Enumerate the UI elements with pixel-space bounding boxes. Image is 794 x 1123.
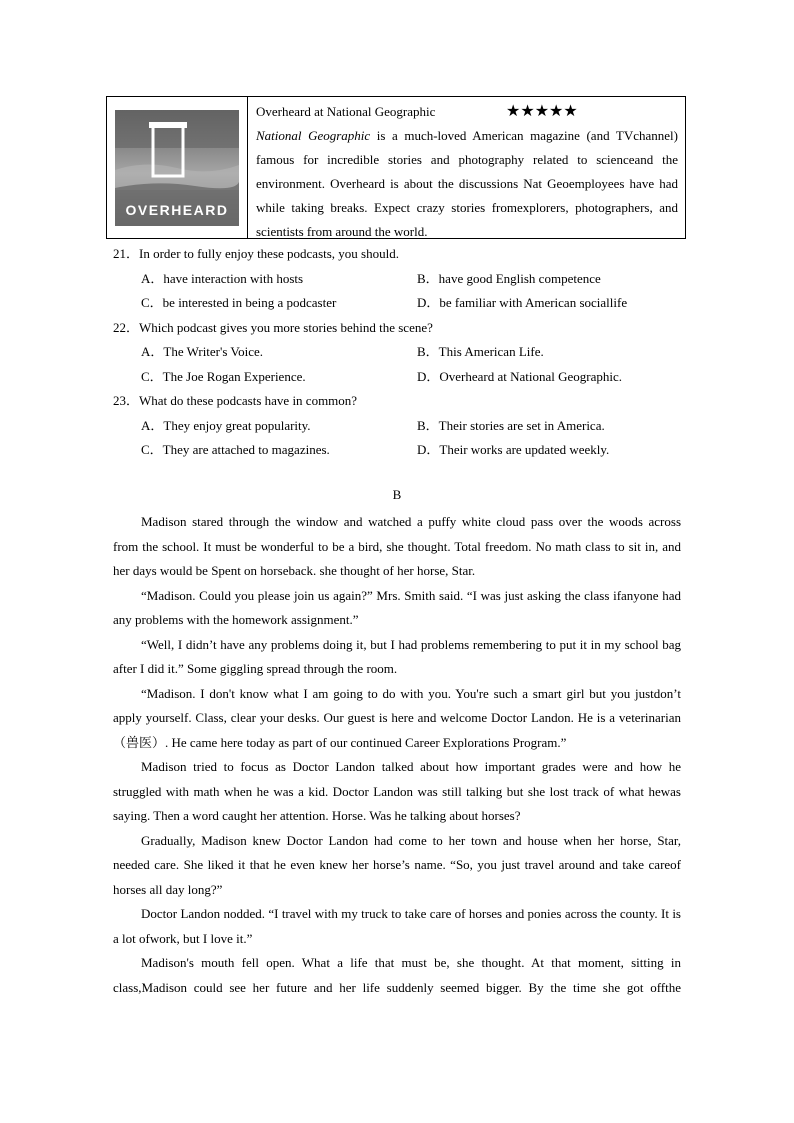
question-list: [113, 242, 693, 463]
option-a[interactable]: A．They enjoy great popularity.: [141, 417, 311, 433]
section-heading: B: [392, 487, 402, 502]
passage-paragraph: “Well, I didn’t have any problems doing it, but I had problems remembering to put it in my school bag after I did it.” Some giggling spread through the room.: [113, 636, 681, 676]
podcast-description: [256, 124, 678, 244]
options-row: [113, 291, 693, 316]
options-row: [113, 438, 693, 463]
passage-paragraph: Doctor Landon nodded. “I travel with my truck to take care of horses and ponies across the county. It is a lot ofwork, but I love it.”: [113, 906, 681, 946]
overheard-logo-image: [115, 110, 239, 226]
options-row: [113, 340, 693, 365]
question-number: 21．: [113, 246, 140, 261]
passage-paragraph: Gradually, Madison knew Doctor Landon had come to her town and house when her horse, Star, needed care. She liked it that he even knew her horse’s name. “So, you just travel around and take careof horses all day long?”: [113, 832, 681, 897]
option-d[interactable]: D．be familiar with American sociallife: [417, 295, 628, 310]
question-text: What do these podcasts have in common?: [139, 393, 358, 408]
podcast-image-cell: [107, 97, 248, 238]
option-c[interactable]: C．They are attached to magazines.: [141, 442, 330, 457]
question-text: Which podcast gives you more stories behind the scene?: [139, 319, 433, 335]
passage-paragraph: “Madison. Could you please join us again?” Mrs. Smith said. “I was just asking the class ifanyone had any problems with the homework assignment.”: [113, 587, 681, 627]
passage-paragraph: Madison tried to focus as Doctor Landon talked about how important grades were and how he struggled with math when he was a kid. Doctor Landon was still talking but she lost track of what hewas saying. Then a word caught her attention. Horse. Was he talking about horses?: [113, 759, 681, 823]
option-b[interactable]: B．This American Life.: [417, 344, 544, 359]
description-text: is a much-loved American magazine (and TVchannel) famous for incredible stories and photography related to scienceand the environment. Overheard is about the discussions Nat Geoemployees have had while taking breaks. Expect crazy stories fromexplorers, photographers, and scientists from around the world.: [256, 128, 678, 239]
question-number: 23．: [113, 393, 140, 408]
options-row: [113, 414, 693, 439]
option-c[interactable]: C．The Joe Rogan Experience.: [141, 368, 306, 384]
podcast-description-cell: [248, 97, 685, 238]
question-22: [113, 316, 693, 341]
magazine-name: National Geographic: [256, 128, 371, 143]
passage-paragraph: Madison stared through the window and watched a puffy white cloud pass over the woods across from the school. It must be wonderful to be a bird, she thought. Total freedom. No math class to sit in, and her days would be Spent on horseback. she thought of her horse, Star.: [113, 514, 695, 578]
option-a[interactable]: A．The Writer's Voice.: [141, 344, 264, 359]
options-row: [113, 365, 693, 390]
reading-passage: [113, 510, 695, 1000]
podcast-title-row: [256, 100, 678, 124]
option-a[interactable]: A．have interaction with hosts: [141, 270, 304, 286]
question-23: [113, 389, 693, 414]
podcast-title: Overheard at National Geographic: [256, 104, 436, 119]
option-d[interactable]: D．Overheard at National Geographic.: [417, 368, 623, 384]
option-d[interactable]: D．Their works are updated weekly.: [417, 442, 610, 457]
podcast-card: [106, 96, 686, 239]
options-row: [113, 267, 693, 292]
option-b[interactable]: B．have good English competence: [417, 270, 601, 286]
question-21: [113, 242, 693, 267]
option-c[interactable]: C．be interested in being a podcaster: [141, 295, 337, 310]
rating-stars-icon: ★★★★★: [506, 101, 578, 120]
question-number: 22．: [113, 319, 140, 335]
passage-paragraph: “Madison. I don't know what I am going to do with you. You're such a smart girl but you justdon’t apply yourself. Class, clear your desks. Our guest is here and welcome Doctor Landon. He is a veterinarian（兽医）. He came here today as part of our continued Career Explorations Program.”: [113, 685, 681, 750]
passage-paragraph: Madison's mouth fell open. What a life that must be, she thought. At that moment, sitting in class,Madison could see her future and her life suddenly seemed bigger. By the time she got offthe: [113, 955, 681, 995]
question-text: In order to fully enjoy these podcasts, you should.: [139, 246, 399, 261]
option-b[interactable]: B．Their stories are set in America.: [417, 417, 605, 433]
logo-text: OVERHEARD: [125, 201, 229, 218]
